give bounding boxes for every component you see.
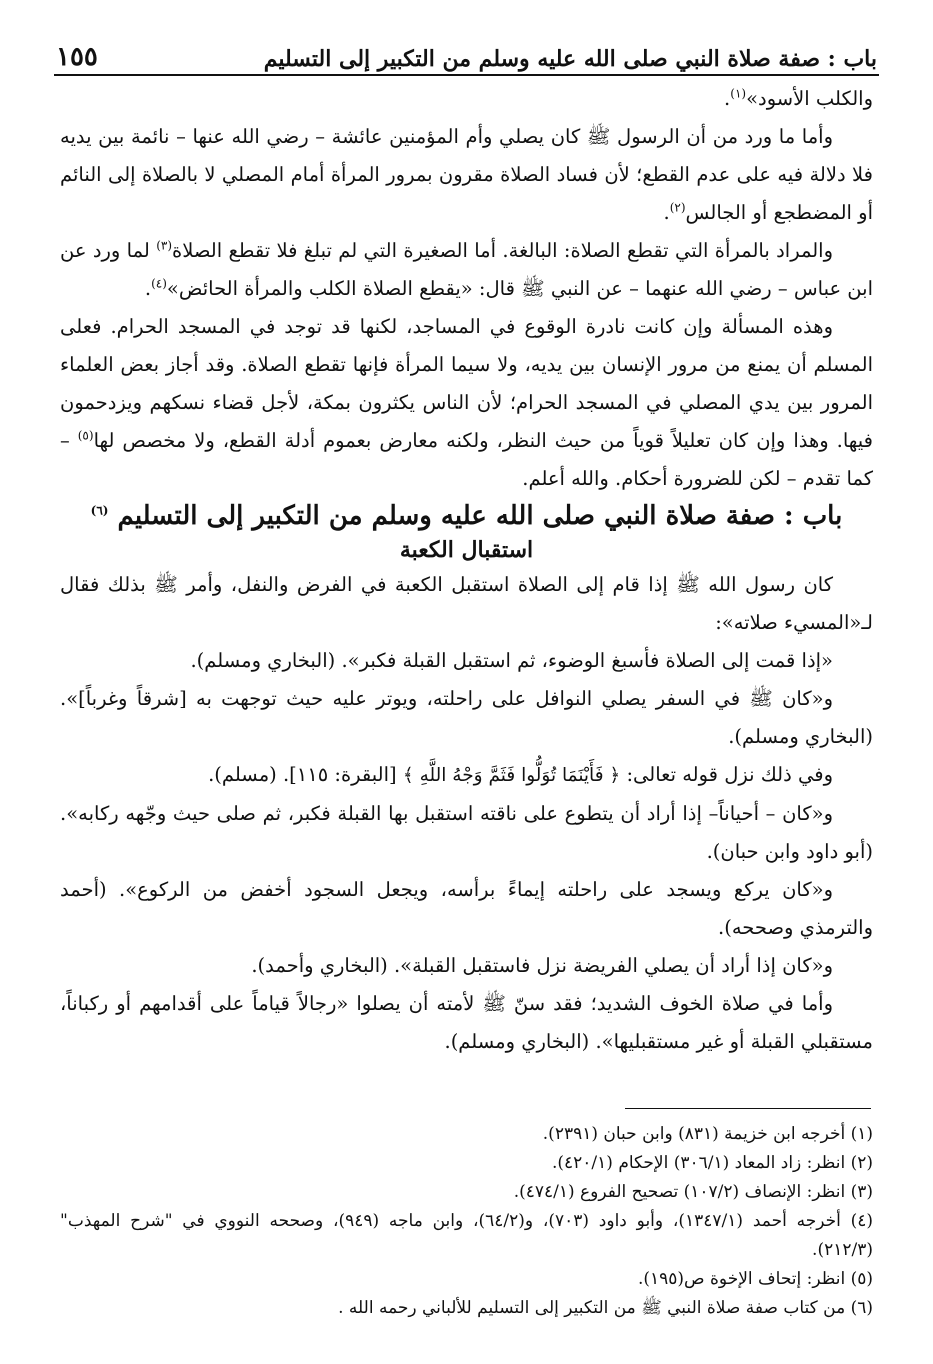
footnotes (60, 1120, 873, 1323)
section-paragraph-3: و«كان ﷺ في السفر يصلي النوافل على راحلته، ويوتر عليه حيث توجهت به [شرقاً وغرباً]». (البخاري ومسلم). (60, 687, 873, 748)
section-paragraph-5: و«كان – أحياناً– إذا أراد أن يتطوع على ناقته استقبل بها القبلة فكبر، ثم صلى حيث وجّهه ركابه». (أبو داود وابن حبان). (60, 802, 873, 863)
footnote-ref-2: (٢) (669, 200, 686, 215)
section-paragraph-8: وأما في صلاة الخوف الشديد؛ فقد سنّ ﷺ لأمته أن يصلوا «رجالاً قياماً على أقدامهم أو ركباناً، مستقبلي القبلة أو غير مستقبليها». (البخاري ومسلم). (60, 992, 873, 1053)
section-paragraph-4: وفي ذلك نزل قوله تعالى: ﴿ فَأَيْنَمَا تُوَلُّوا فَثَمَّ وَجْهُ اللَّهِ ﴾ [البقرة: ١١٥]. (مسلم). (208, 763, 833, 786)
footnote-ref-4: (٤) (151, 276, 167, 291)
section-paragraph-1: كان رسول الله ﷺ إذا قام إلى الصلاة استقبل الكعبة في الفرض والنفل، وأمر ﷺ بذلك فقال لـ«المسيء صلاته»: (60, 573, 873, 634)
footnote-ref-6: (٦) (90, 503, 109, 518)
footnote-divider (625, 1108, 871, 1109)
quran-verse: ﴿ فَأَيْنَمَا تُوَلُّوا فَثَمَّ وَجْهُ اللَّهِ ﴾ (402, 765, 621, 786)
chapter-heading: باب : صفة صلاة النبي صلى الله عليه وسلم من التكبير إلى التسليم $^{(٦)}$ (90, 501, 843, 531)
running-header (56, 28, 877, 72)
paragraph-1: والكلب الأسود»$^{(١)}$. (724, 86, 873, 110)
footnote-ref-5: (٥) (77, 428, 94, 443)
footnote-1: (١) أخرجه ابن خزيمة (٨٣١) وابن حبان (٢٣٩١). (542, 1124, 873, 1144)
section-paragraph-6: و«كان يركع ويسجد على راحلته إيماءً برأسه، ويجعل السجود أخفض من الركوع». (أحمد والترمذي وصححه). (60, 878, 873, 939)
section-paragraph-2: «إذا قمت إلى الصلاة فأسبغ الوضوء، ثم استقبل القبلة فكبر». (البخاري ومسلم). (190, 649, 833, 672)
running-title: باب : صفة صلاة النبي صلى الله عليه وسلم من التكبير إلى التسليم (263, 46, 877, 72)
section-paragraph-7: و«كان إذا أراد أن يصلي الفريضة نزل فاستقبل القبلة». (البخاري وأحمد). (251, 954, 833, 977)
page-number: ١٥٥ (56, 42, 98, 72)
footnote-6: (٦) من كتاب صفة صلاة النبي ﷺ من التكبير إلى التسليم للألباني رحمه الله . (338, 1298, 873, 1318)
footnote-2: (٢) انظر: زاد المعاد (٣٠٦/١) الإحكام (٤٢٠/١). (551, 1153, 873, 1173)
paragraph-3: والمراد بالمرأة التي تقطع الصلاة: البالغة. أما الصغيرة التي لم تبلغ فلا تقطع الصلاة$^{(٣)}$ لما ورد عن ابن عباس – رضي الله عنهما – عن النبي ﷺ قال: «يقطع الصلاة الكلب والمرأة الحائض»$^{(٤)}$. (60, 238, 873, 300)
paragraph-2: وأما ما ورد من أن الرسول ﷺ كان يصلي وأم المؤمنين عائشة – رضي الله عنها – نائمة بين يديه فلا دلالة فيه على عدم القطع؛ لأن فساد الصلاة مقرون بمرور المرأة أمام المصلي لا بالصلاة إلى النائم أو المضطجع أو الجالس$^{(٢)}$. (60, 125, 873, 224)
header-divider (54, 74, 879, 76)
footnote-4: (٤) أخرجه أحمد (١٣٤٧/١)، وأبو داود (٧٠٣)، و(٦٤/٢)، وابن ماجه (٩٤٩)، وصححه النووي في "شرح المهذب" (٢١٢/٣). (60, 1211, 874, 1260)
footnote-ref-3: (٣) (156, 238, 173, 253)
footnote-3: (٣) انظر: الإنصاف (١٠٧/٢) تصحيح الفروع (٤٧٤/١). (513, 1182, 873, 1202)
paragraph-4: وهذه المسألة وإن كانت نادرة الوقوع في المساجد، لكنها قد توجد في المسجد الحرام. فعلى المسلم أن يمنع من مرور الإنسان بين يديه، ولا سيما المرأة فإنها تقطع الصلاة. وقد أجاز بعض العلماء المرور بين يدي المصلي في المسجد الحرام؛ لأن الناس يكثرون بمكة، لأجل قضاء نسكهم ويزدحمون فيها. وهذا وإن كان تعليلاً قوياً من حيث النظر، ولكنه معارض بعموم أدلة القطع، ولا مخصص لها$^{(٥)}$ – كما تقدم – لكن للضرورة أحكام. والله أعلم. (60, 315, 874, 490)
section-heading: استقبال الكعبة (399, 537, 534, 563)
footnote-ref-1: (١) (730, 86, 747, 101)
footnote-5: (٥) انظر: إتحاف الإخوة ص(١٩٥). (637, 1269, 873, 1289)
main-text (60, 80, 873, 1061)
